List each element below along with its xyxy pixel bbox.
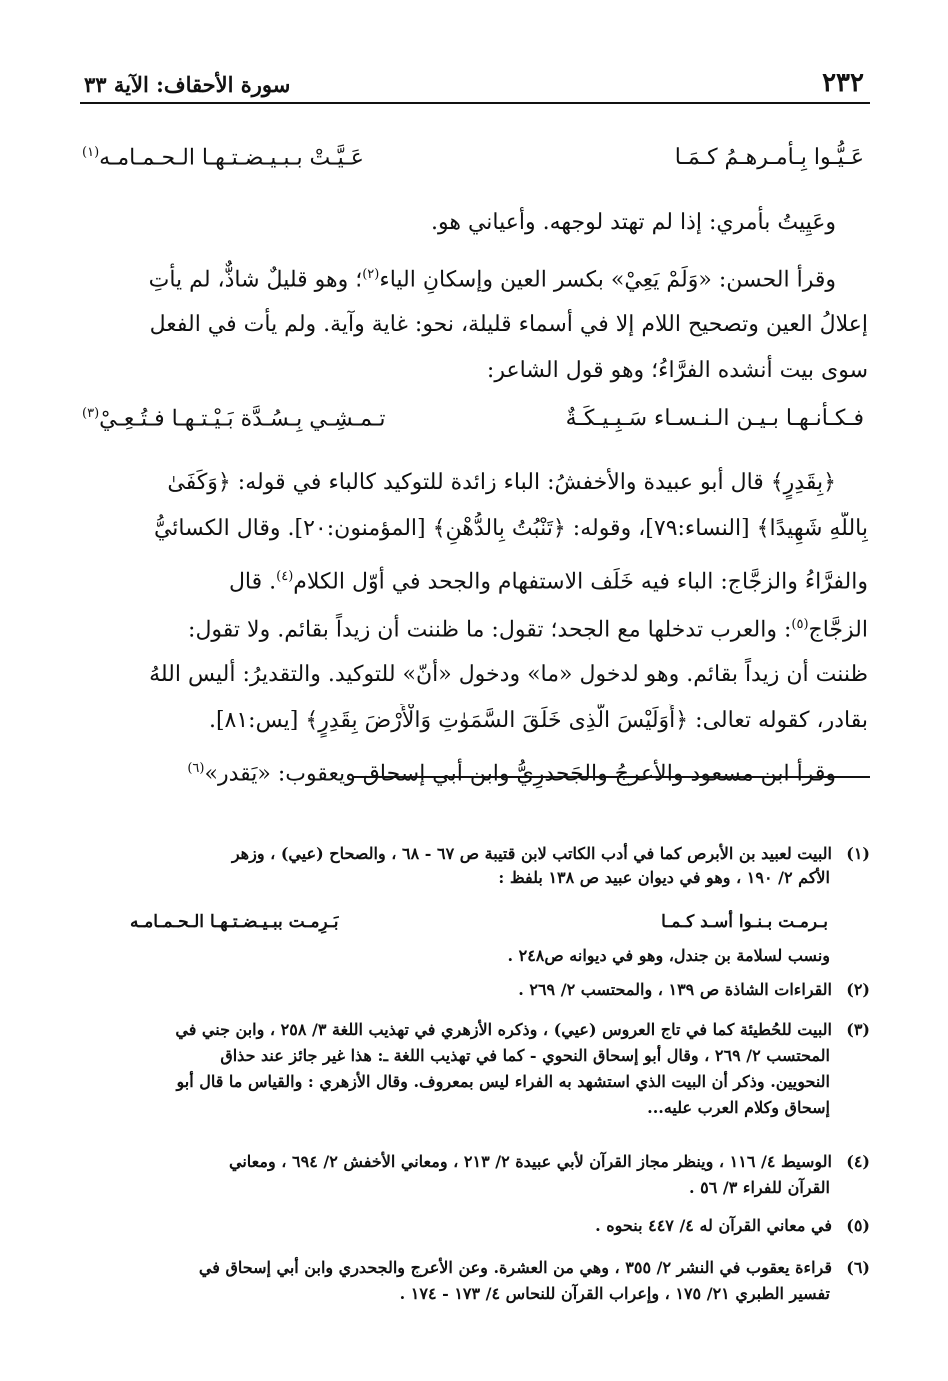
footnote-1-line-2: الأكم ٢/ ١٩٠ ، وهو في ديوان عبيد ص ١٣٨ بلفظ : <box>498 868 830 887</box>
poetry-verse-2 <box>82 406 868 446</box>
footnote-3-line-2: المحتسب ٢/ ٢٦٩ ، وقال أبو إسحاق النحوي - كما في تهذيب اللغة ـ: هذا غير جائز عند حذاق <box>220 1046 830 1065</box>
footnote-ref: (٣) <box>82 406 100 421</box>
text-line: ظننت أن زيداً بقائم. وهو لدخول «ما» ودخول «أنّ» للتوكيد. والتقديرُ: أليس اللهُ <box>149 662 868 687</box>
footnote-number: (١) <box>846 844 870 863</box>
footnote-number: (٢) <box>846 980 870 999</box>
verse-hemistich-second: بَـرِمـت ببـيـضـتـهـا الـحـمـامـه <box>130 912 339 932</box>
text-segment: وقرأ ابن مسعود والأعرجُ والجَحدرِيُّ وابن أبي إسحاق ويعقوب: «يَقدر» <box>204 761 836 787</box>
footnote-text: القراءات الشاذة ص ١٣٩ ، والمحتسب ٢/ ٢٦٩ . <box>518 980 832 999</box>
text-segment: الزجَّاج <box>808 617 868 643</box>
footnote-number: (٣) <box>846 1020 870 1039</box>
footnote-1 <box>84 842 870 866</box>
poetry-verse-1 <box>82 145 868 185</box>
page-header <box>80 58 870 104</box>
footnote-4-line-2: القرآن للفراء ٣/ ٥٦ . <box>689 1178 830 1197</box>
text-line <box>80 752 868 791</box>
text-line: بقادر، كقوله تعالى: ﴿أَوَلَيْسَ الَّذِى خَلَقَ السَّمَوٰتِ وَالْأَرْضَ بِقَدِرٍ﴾ [يس:٨١]. <box>208 708 868 733</box>
verse-hemistich-second-text: تـمـشِـي بِـسُـدَّة بَـيْـتـهـا فـتُـعِـيْ <box>99 406 386 432</box>
footnote-2 <box>84 978 870 1002</box>
verse-hemistich-second-text: عَـيَّـتْ بـبـيـضـتـهـا الـحـمـامـه <box>99 145 364 171</box>
footnote-6 <box>84 1256 870 1280</box>
footnote-ref: (٥) <box>791 617 809 632</box>
text-segment: ؛ وهو قليلٌ شاذٌّ، لم يأتِ <box>148 267 363 293</box>
verse-hemistich-second <box>82 145 364 170</box>
footnote-5 <box>84 1214 870 1238</box>
footnote-number: (٤) <box>846 1152 870 1171</box>
footnote-3-line-3: النحويين. وذكر أن البيت الذي استشهد به الفراء ليس بمعروف. وقال الأزهري : والقياس ما قال أبو <box>176 1072 830 1091</box>
text-segment: والفرَّاءُ والزجَّاج: الباء فيه خَلَف الاستفهام والجحد في أوّل الكلام <box>293 569 868 595</box>
text-line: سوى بيت أنشده الفرَّاءُ؛ وهو قول الشاعر: <box>486 358 868 383</box>
text-line: وعَيِيتُ بأمري: إذا لم تهتد لوجهه. وأعياني هو. <box>430 210 836 235</box>
footnote-text: قراءة يعقوب في النشر ٢/ ٣٥٥ ، وهي من العشرة. وعن الأعرج والجحدري وابن أبي إسحاق في <box>198 1258 832 1277</box>
footnote-text: في معاني القرآن له ٤/ ٤٤٧ بنحوه . <box>595 1216 832 1235</box>
text-segment: . قال <box>228 569 277 595</box>
footnote-1-line-3: ونسب لسلامة بن جندل، وهو في ديوانه ص٢٤٨ . <box>507 946 830 965</box>
footnote-3-line-4: إسحاق وكلام العرب عليه... <box>647 1098 830 1117</box>
footnote-ref: (٤) <box>276 569 294 584</box>
header-rule <box>80 102 870 104</box>
text-line <box>80 608 868 647</box>
footnote-ref: (١) <box>82 145 100 160</box>
text-line: ﴿بِقَدِرٍ﴾ قال أبو عبيدة والأخفشُ: الباء زائدة للتوكيد كالباء في قوله: ﴿وَكَفَىٰ <box>167 470 836 495</box>
text-line: إعلالُ العين وتصحيح اللام إلا في أسماء قليلة، نحو: غاية وآية. ولم يأت في الفعل <box>149 312 868 337</box>
footnote-6-line-2: تفسير الطبري ٢١/ ١٧٥ ، وإعراب القرآن للنحاس ٤/ ١٧٣ - ١٧٤ . <box>399 1284 830 1303</box>
verse-hemistich-second <box>82 406 385 431</box>
verse-hemistich-first: بـرمـت بـنـوا أسـد كـمـا <box>661 912 828 932</box>
footnote-text: البيت للحُطيئة كما في تاج العروس (عيي) ، وذكره الأزهري في تهذيب اللغة ٣/ ٢٥٨ ، وابن جني في <box>175 1020 832 1039</box>
text-segment: وقرأ الحسن: «وَلَمْ يَعِيْ» بكسر العين وإسكانِ الياء <box>379 267 836 293</box>
footnote-number: (٦) <box>846 1258 870 1277</box>
text-line: بِاللَّهِ شَهِيدًا﴾ [النساء:٧٩]، وقوله: ﴿تَنْبُتُ بِالدُّهْنِ﴾ [المؤمنون:٢٠]. وقال الكسائيُّ <box>153 516 868 541</box>
footnote-separator <box>352 776 870 778</box>
page-number: ٢٣٢ <box>822 68 864 98</box>
footnote-3 <box>84 1018 870 1042</box>
verse-hemistich-first: عَـيُّـوا بِـأمـرهـمُ كـمَـا <box>674 145 864 170</box>
footnote-text: البيت لعبيد بن الأبرص كما في أدب الكاتب لابن قتيبة ص ٦٧ - ٦٨ ، والصحاح (عيي) ، وزهر <box>231 844 832 863</box>
text-segment: : والعرب تدخلها مع الجحد؛ تقول: ما ظننت أن زيداً بقائم. ولا تقول: <box>188 617 792 643</box>
text-line <box>80 560 868 599</box>
verse-hemistich-first: فـكـأنـهـا بـيـن الـنـسـاء سَـبِـيـكَـةٌ <box>565 406 864 431</box>
footnote-ref: (٦) <box>187 761 205 776</box>
footnote-text: الوسيط ٤/ ١١٦ ، وينظر مجاز القرآن لأبي عبيدة ٢/ ٢١٣ ، ومعاني الأخفش ٢/ ٦٩٤ ، ومعاني <box>229 1152 832 1171</box>
footnote-1-verse <box>130 912 828 938</box>
surah-title: سورة الأحقاف: الآية ٣٣ <box>84 72 291 97</box>
footnote-ref: (٢) <box>362 267 380 282</box>
footnote-number: (٥) <box>846 1216 870 1235</box>
footnote-4 <box>84 1150 870 1174</box>
text-line <box>80 258 868 297</box>
